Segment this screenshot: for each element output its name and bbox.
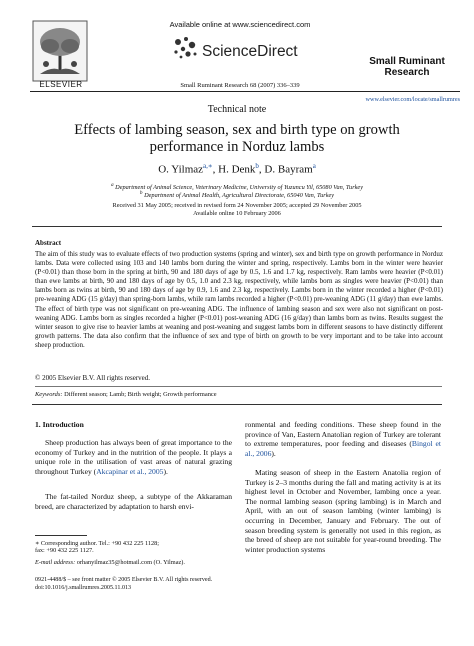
elsevier-tree-logo-icon: [32, 20, 88, 82]
abstract-text: The aim of this study was to evaluate effects of two production systems (spring and winter), sex and birth type on growth performance in Norduz lambs. Data were collected using 103 and 140 lambs born during the winter and spring, respectively. Lambs born in the winter were heavier (P<0.01) than those born in the spring at birth, 90 and 180 days of age by 0.5, 1.6 and 1.7 kg, respectively. Ram lambs were heavier (P<0.01) than ewe lambs at birth, 90 and 180 days of age by 0.5, 1.0 and 2.3 kg, respectively, while lambs born as singles were heavier (P<0.01) than lambs born as twins at birth, 90 and 180 days of age by 0.9, 1.6 and 2.3 kg, respectively. Lambs born in the winter recorded a higher (P<0.01) pre-weaning ADG (15 g/day) than spring-born lambs, while ram lambs recorded a higher (P<0.01) pre-weaning ADG (11 g/day) than ewe lambs. The effect of birth type was not significant on pre-weaning ADG. The influence of lambing season and sex were also not significant on post-weaning ADG. Lambs born as singles recorded a higher (P<0.01) post-weaning ADG (16 g/day) than lambs born as twins. Results suggest the winter season to give rise to heavier lambs at weaning and post-weaning and suggest lambs born in different seasons to have distinctly different growth patterns. The data also confirm that the influence of sex and type of birth on growth to be very important and to be take into account sheep production.: [35, 250, 443, 349]
paragraph-text: ronmental and feeding conditions. These sheep found in the province of Van, Eastern Anatolian region of Turkey are tolerant to extreme temperatures, poor feeding and diseases (: [245, 420, 441, 449]
sciencedirect-dots-icon: [174, 37, 196, 58]
doi-line: doi:10.1016/j.smallrumres.2005.11.013: [35, 585, 132, 591]
section-heading: 1. Introduction: [35, 420, 84, 429]
author-list: O. Yilmaz$^{a,∗}$, H. Denk$^b$, D. Bayram$^a$: [158, 162, 316, 176]
body-paragraph: The fat-tailed Norduz sheep, a subtype of the Akkaraman breed, are characterized by adaptation to harsh envi-: [35, 492, 232, 511]
author-name: H. Denk: [218, 163, 256, 176]
affiliation-label: a: [110, 182, 114, 188]
paragraph-text: ).: [163, 466, 168, 476]
author-affiliation-marker[interactable]: b: [255, 162, 259, 170]
issn-line: 0921-4488/$ – see front matter © 2005 Elsevier B.V. All rights reserved.: [35, 577, 213, 583]
footnote-corresponding-author: ∗ Corresponding author. Tel.: +90 432 225 1128;: [35, 540, 160, 547]
citation-link[interactable]: Akcapinar et al., 2005: [96, 466, 164, 476]
publisher-name: ELSEVIER: [39, 80, 83, 89]
affiliation-text: Department of Animal Science, Veterinary Medicine, University of Yuzuncu Yil, 65080 Van, Turkey: [115, 184, 364, 192]
affiliation-text: Department of Animal Health, Agricultural Directorate, 65040 Van, Turkey: [144, 192, 335, 200]
abstract-bottom-divider: [32, 404, 442, 405]
keywords-label: Keywords:: [35, 391, 63, 398]
keywords-divider: [35, 386, 442, 387]
author-affiliation-marker[interactable]: a,∗: [203, 162, 213, 170]
footnote-email: [35, 559, 235, 567]
sciencedirect-logo[interactable]: [168, 32, 318, 66]
affiliation-b: [30, 190, 444, 199]
journal-url-link[interactable]: www.elsevier.com/locate/smallrumres: [365, 96, 460, 103]
paragraph-text: Sheep production has always been of great importance to the economy of Turkey and in the nutrition of the people. It plays a unique role in the utilisation of vast areas of natural grazing throughout Turkey (: [35, 438, 232, 476]
abstract-top-divider: [32, 226, 442, 227]
journal-citation: Small Ruminant Research 68 (2007) 336–339: [180, 82, 300, 89]
article-type: Technical note: [207, 104, 267, 115]
abstract-copyright: © 2005 Elsevier B.V. All rights reserved.: [35, 374, 151, 382]
keywords-list: Different season; Lamb; Birth weight; Growth performance: [64, 391, 217, 398]
body-paragraph: [35, 438, 232, 476]
author-name: O. Yilmaz: [158, 163, 204, 176]
header-divider: [30, 91, 460, 92]
available-online-note: Available online at www.sciencedirect.com: [169, 20, 311, 29]
email-label: E-mail address:: [35, 559, 76, 566]
journal-name-line2: Research: [384, 67, 430, 78]
affiliation-label: b: [139, 190, 143, 196]
citation-link[interactable]: Bingol et al., 2006: [245, 439, 441, 458]
author-name: D. Bayram: [264, 163, 313, 176]
article-title: Effects of lambing season, sex and birth type on growth performance in Norduz lambs: [74, 122, 400, 155]
received-dates: Received 31 May 2005; received in revised form 24 November 2005; accepted 29 November 2005: [112, 202, 362, 209]
email-address: orhanyilmaz35@hotmail.com (O. Yilmaz).: [76, 559, 185, 566]
journal-name-line1: Small Ruminant: [369, 56, 445, 67]
footnote-divider: [35, 535, 87, 536]
abstract-heading: Abstract: [35, 239, 62, 247]
keywords: [35, 391, 217, 398]
sciencedirect-brand: ScienceDirect: [202, 43, 298, 60]
author-affiliation-marker[interactable]: a: [312, 162, 316, 170]
available-online-date: Available online 10 February 2006: [193, 210, 281, 217]
paragraph-text: ).: [271, 448, 276, 458]
journal-name: [352, 56, 462, 78]
body-paragraph: Mating season of sheep in the Eastern Anatolia region of Turkey is 2–3 months during the fall and mating activity is at its highest level in October and November, lambing once a year. The normal lambing season (spring lambing) is in March and April, with an out of season lambing (winter lambing) is occurring in December, January and February. The out of season breeding system is generally not used in this region, as the breed of sheep are not suitable for year-round breeding. The winter production systems: [245, 468, 441, 554]
footnote-fax: fax: +90 432 225 1127.: [35, 547, 94, 554]
body-paragraph: [245, 420, 441, 458]
